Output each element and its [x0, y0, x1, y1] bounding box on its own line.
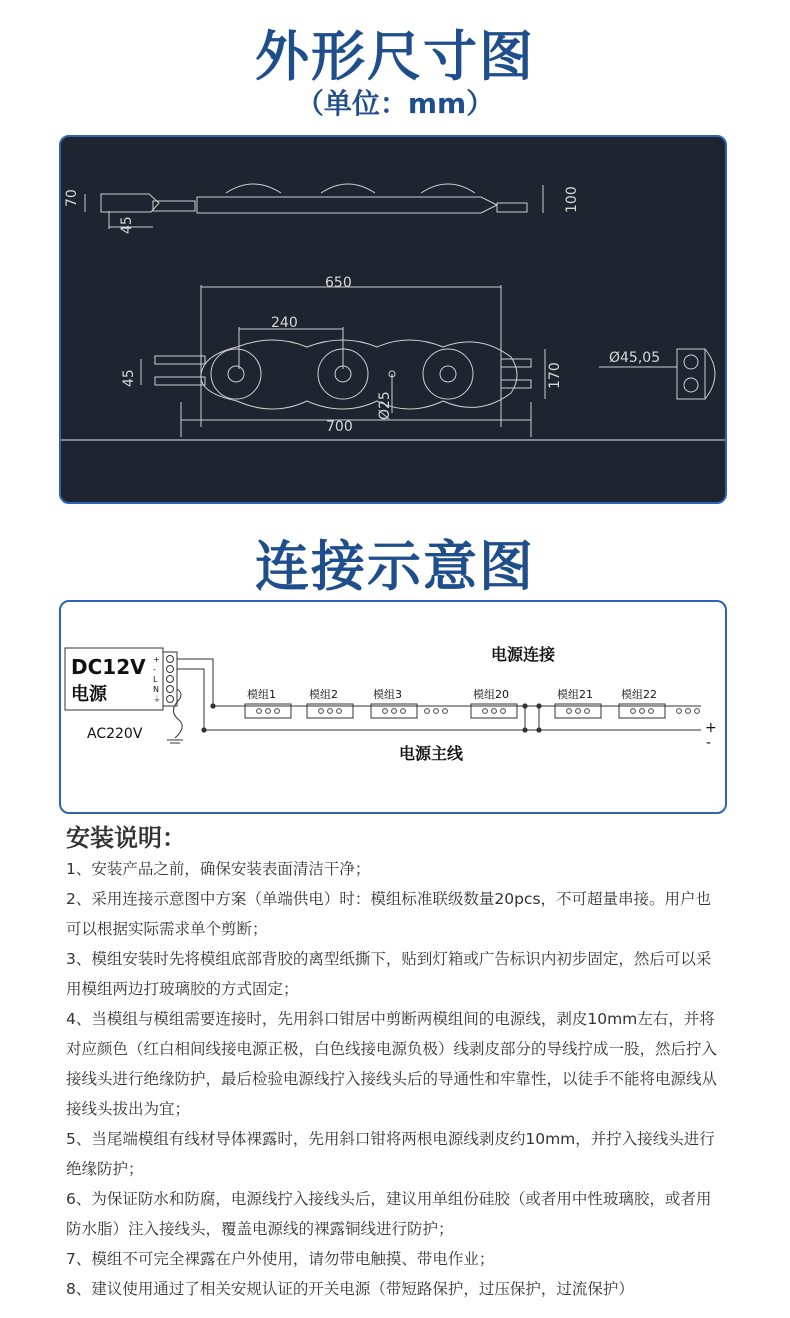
terminal-l: L [153, 675, 158, 684]
negative-sign: - [706, 735, 712, 751]
instruction-item: 2、采用连接示意图中方案（单端供电）时：模组标准联级数量20pcs，不可超量串接。用户也可以根据实际需求单个剪断； [66, 890, 712, 938]
instructions-list [66, 854, 726, 1304]
connection-title: 连接示意图 [255, 535, 535, 598]
dim-700: 700 [326, 419, 353, 435]
instruction-item: 7、模组不可完全裸露在户外使用，请勿带电触摸、带电作业； [66, 1250, 495, 1268]
instructions-title: 安装说明： [66, 824, 186, 852]
instruction-item: 8、建议使用通过了相关安规认证的开关电源（带短路保护，过压保护，过流保护） [66, 1280, 634, 1298]
dim-170: 170 [547, 362, 563, 389]
dim-45-front: 45 [121, 369, 137, 387]
module-label-22: 模组22 [621, 688, 657, 701]
dimension-drawing [61, 137, 725, 502]
dim-25: Ø25 [377, 391, 393, 420]
positive-sign: + [705, 720, 717, 736]
unit-subtitle: （单位：mm） [295, 87, 495, 120]
ac-input-label: AC220V [87, 726, 143, 742]
dimension-title: 外形尺寸图 [255, 25, 535, 88]
module-label-21: 模组21 [557, 688, 593, 701]
module-label-20: 模组20 [473, 688, 509, 701]
main-line-label: 电源主线 [399, 744, 464, 763]
module-label-1: 模组1 [247, 688, 276, 701]
terminal-plus: + [153, 655, 160, 664]
dim-100: 100 [564, 186, 580, 213]
dimension-drawing-panel [59, 135, 727, 504]
terminal-minus: - [153, 665, 156, 674]
connection-diagram [61, 602, 725, 812]
instruction-item: 6、为保证防水和防腐，电源线拧入接线头后，建议用单组份硅胶（或者用中性玻璃胶，或者用防水脂）注入接线头，覆盖电源线的裸露铜线进行防护； [66, 1190, 712, 1238]
dim-650: 650 [325, 275, 352, 291]
instruction-item: 4、当模组与模组需要连接时，先用斜口钳居中剪断两模组间的电源线，剥皮10mm左右，并将对应颜色（红白相间线接电源正极，白色线接电源负极）线剥皮部分的导线拧成一股，然后拧入接线头进行绝缘防护，最后检验电源线拧入接线头后的导通性和牢靠性，以徒手不能将电源线从接线头拔出为宜； [66, 1010, 718, 1118]
psu-model-label: DC12V [71, 655, 146, 679]
instruction-item: 1、安装产品之前，确保安装表面清洁干净； [66, 860, 371, 878]
connection-diagram-panel [59, 600, 727, 814]
dim-70: 70 [64, 189, 80, 207]
module-label-3: 模组3 [373, 688, 402, 701]
power-connect-label: 电源连接 [491, 645, 556, 664]
module-label-2: 模组2 [309, 688, 338, 701]
dim-45-side: 45 [119, 216, 135, 234]
dim-240: 240 [271, 315, 298, 331]
psu-name-label: 电源 [71, 684, 107, 705]
terminal-ground-icon: ⏚ [153, 695, 161, 704]
terminal-n: N [153, 685, 159, 694]
instruction-item: 3、模组安装时先将模组底部背胶的离型纸撕下，贴到灯箱或广告标识内初步固定，然后可以采用模组两边打玻璃胶的方式固定； [66, 950, 712, 998]
instruction-item: 5、当尾端模组有线材导体裸露时，先用斜口钳将两根电源线剥皮约10mm，并拧入接线头进行绝缘防护； [66, 1130, 715, 1178]
dim-45-05: Ø45,05 [609, 350, 661, 366]
